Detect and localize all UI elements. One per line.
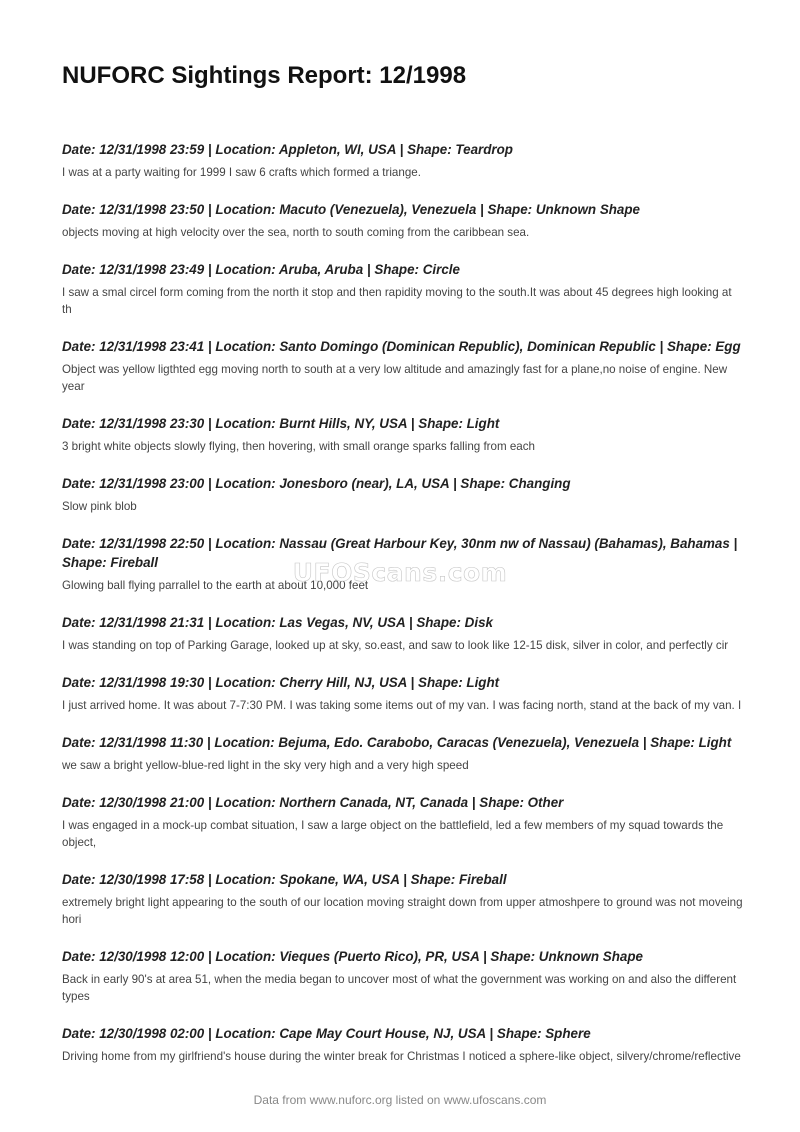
sighting-entry — [62, 733, 744, 774]
watermark-text: UFOScans.com — [292, 558, 508, 587]
sighting-entry — [62, 947, 744, 1005]
sighting-header: Date: 12/31/1998 23:49 | Location: Aruba, Aruba | Shape: Circle — [62, 262, 460, 277]
sighting-header: Date: 12/31/1998 23:30 | Location: Burnt Hills, NY, USA | Shape: Light — [62, 416, 500, 431]
page-title: NUFORC Sightings Report: 12/1998 — [62, 62, 467, 89]
sighting-description: I just arrived home. It was about 7-7:30 PM. I was taking some items out of my van. I was facing north, stand at the back of my van. I — [62, 699, 742, 712]
sighting-entry — [62, 534, 744, 594]
sighting-entry — [62, 793, 744, 851]
sighting-header: Date: 12/31/1998 19:30 | Location: Cherry Hill, NJ, USA | Shape: Light — [62, 675, 500, 690]
sighting-entry — [62, 414, 744, 455]
sighting-header: Date: 12/30/1998 02:00 | Location: Cape May Court House, NJ, USA | Shape: Sphere — [62, 1026, 591, 1041]
sighting-header: Date: 12/31/1998 23:00 | Location: Jonesboro (near), LA, USA | Shape: Changing — [62, 476, 571, 491]
sighting-entry — [62, 673, 744, 714]
sighting-entry — [62, 140, 744, 181]
sighting-description: we saw a bright yellow-blue-red light in the sky very high and a very high speed — [62, 759, 469, 772]
sighting-header: Date: 12/30/1998 21:00 | Location: Northern Canada, NT, Canada | Shape: Other — [62, 795, 564, 810]
sighting-entry — [62, 870, 744, 928]
sighting-description: I saw a smal circel form coming from the north it stop and then rapidity moving to the south.It was about 45 degrees high looking at th — [62, 286, 732, 316]
sighting-entry — [62, 474, 744, 515]
sighting-header: Date: 12/31/1998 11:30 | Location: Bejuma, Edo. Carabobo, Caracas (Venezuela), Venezuela | Shape: Light — [62, 735, 732, 750]
sighting-description: extremely bright light appearing to the south of our location moving straight down from upper atmoshpere to ground was not moveing hori — [62, 896, 743, 926]
sighting-description: Glowing ball flying parrallel to the earth at about 10,000 feet — [62, 579, 369, 592]
sighting-header: Date: 12/30/1998 12:00 | Location: Vieques (Puerto Rico), PR, USA | Shape: Unknown Shape — [62, 949, 643, 964]
sighting-header: Date: 12/31/1998 23:41 | Location: Santo Domingo (Dominican Republic), Dominican Republic | Shape: Egg — [62, 339, 741, 354]
sighting-entry — [62, 1024, 744, 1065]
sighting-entry — [62, 337, 744, 395]
sighting-description: Slow pink blob — [62, 500, 137, 513]
sighting-header: Date: 12/31/1998 21:31 | Location: Las Vegas, NV, USA | Shape: Disk — [62, 615, 493, 630]
sighting-header: Date: 12/31/1998 22:50 | Location: Nassau (Great Harbour Key, 30nm nw of Nassau) (Bahamas), Bahamas | Shape: Fireball — [62, 536, 738, 570]
sighting-description: I was engaged in a mock-up combat situation, I saw a large object on the battlefield, led a few members of my squad towards the object, — [62, 819, 724, 849]
sighting-description: I was at a party waiting for 1999 I saw 6 crafts which formed a triange. — [62, 166, 421, 179]
sighting-description: objects moving at high velocity over the sea, north to south coming from the caribbean sea. — [62, 226, 530, 239]
sighting-header: Date: 12/30/1998 17:58 | Location: Spokane, WA, USA | Shape: Fireball — [62, 872, 507, 887]
sightings-list — [62, 140, 744, 1084]
sighting-entry — [62, 200, 744, 241]
sighting-entry — [62, 613, 744, 654]
footer-credit: Data from www.nuforc.org listed on www.ufoscans.com — [253, 1093, 547, 1107]
sighting-entry — [62, 260, 744, 318]
sighting-description: Back in early 90's at area 51, when the media began to uncover most of what the government was working on and also the different types — [62, 973, 737, 1003]
sighting-description: I was standing on top of Parking Garage, looked up at sky, so.east, and saw to look like 12-15 disk, silver in color, and perfectly cir — [62, 639, 729, 652]
sighting-description: Driving home from my girlfriend's house during the winter break for Christmas I noticed a sphere-like object, silvery/chrome/reflective — [62, 1050, 741, 1063]
sighting-header: Date: 12/31/1998 23:59 | Location: Appleton, WI, USA | Shape: Teardrop — [62, 142, 513, 157]
sighting-description: 3 bright white objects slowly flying, then hovering, with small orange sparks falling from each — [62, 440, 535, 453]
sighting-description: Object was yellow ligthted egg moving north to south at a very low altitude and amazingly fast for a plane,no noise of engine. New year — [62, 363, 728, 393]
sighting-header: Date: 12/31/1998 23:50 | Location: Macuto (Venezuela), Venezuela | Shape: Unknown Shape — [62, 202, 641, 217]
